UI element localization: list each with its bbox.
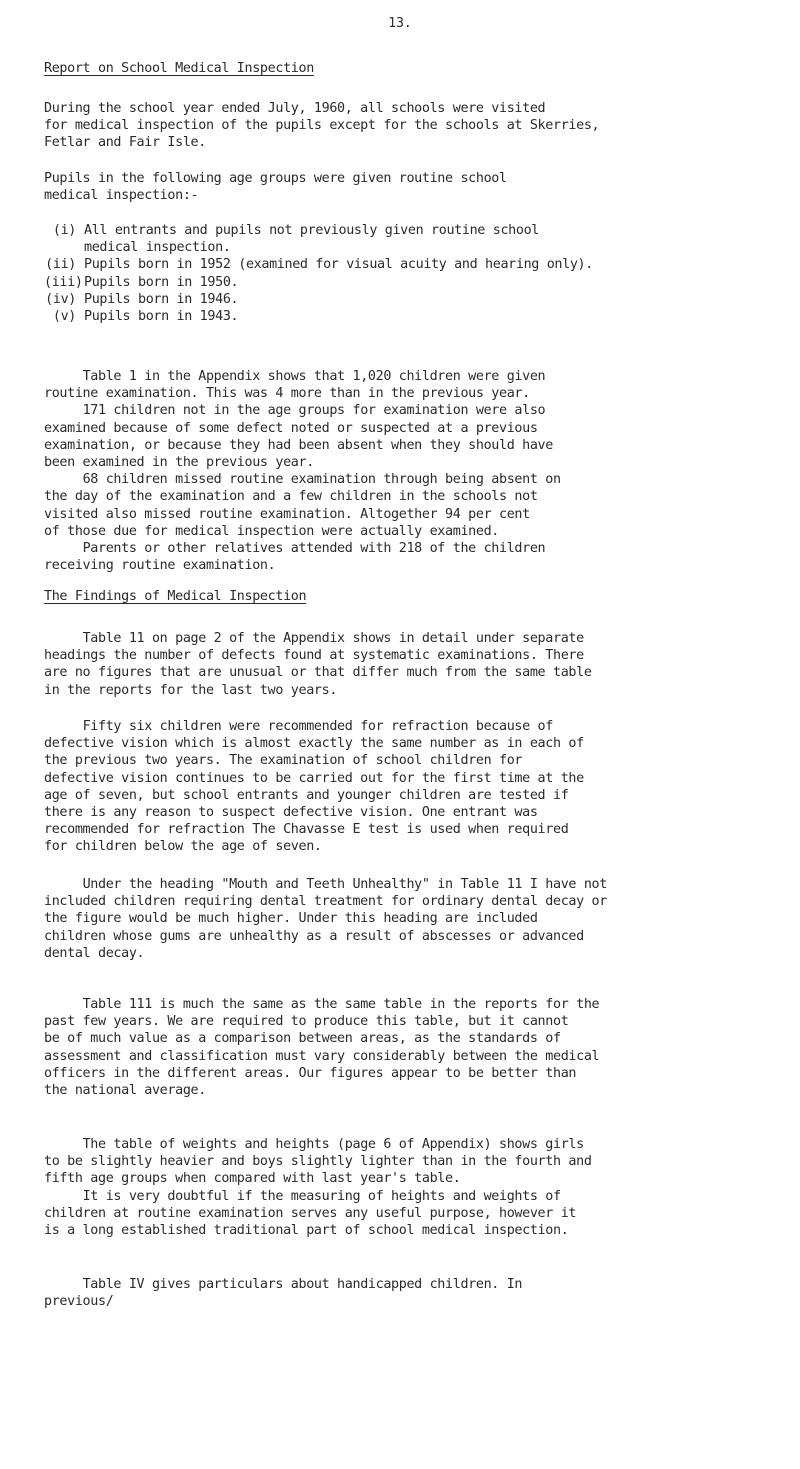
findings-paragraph: Table 11 on page 2 of the Appendix shows in detail under separate headings the number of defects found at systematic examinations. There are no figures that are unusual or that differ much from the same table in the reports for the last two years. [44, 631, 592, 698]
list-marker: (ii) [45, 257, 76, 273]
report-heading: Report on School Medical Inspection [44, 61, 314, 76]
table-three-paragraph: Table 111 is much the same as the same table in the reports for the past few years. We are required to produce this table, but it cannot be of much value as a comparison between areas, as the standards of assessment and classification must vary considerably between the medical officers in the different areas. Our figures appear to be better than the national average. [44, 997, 600, 1099]
list-marker: (i) [52, 223, 76, 238]
refraction-paragraph: Fifty six children were recommended for refraction because of defective vision which is almost exactly the same number as in each of the previous two years. The examination of school children for defective vision continues to be carried out for the first time at the age of seven, but school entrants and younger children are tested if there is any reason to suspect defective vision. One entrant was recommended for refraction The Chavasse E test is used when required for children below the age of seven. [44, 719, 584, 855]
table-four-paragraph: Table IV gives particulars about handicapped children. In previous/ [44, 1277, 523, 1310]
list-item [44, 256, 774, 273]
list-text: All entrants and pupils not previously given routine school medical inspection. [84, 223, 539, 256]
age-groups-paragraph: Pupils in the following age groups were given routine school medical inspection:- [44, 171, 507, 204]
list-text: Pupils born in 1946. [84, 291, 239, 307]
list-item [44, 291, 774, 308]
page-number: 13. [388, 16, 412, 31]
mouth-teeth-paragraph: Under the heading "Mouth and Teeth Unhealthy" in Table 11 I have not included children requiring dental treatment for ordinary dental decay or the figure would be much higher. Under this heading are included children whose gums are unhealthy as a result of abscesses or advanced dental decay. [44, 877, 607, 961]
list-item [44, 222, 774, 256]
table-one-paragraph: Table 1 in the Appendix shows that 1,020 children were given routine examination. This was 4 more than in the previous year. 171 children not in the age groups for examination were also examined because of some defect noted or suspected at a previous examination, or because they had been absent when they should have been examined in the previous year. 68 children missed routine examination through being absent on the day of the examination and a few children in the schools not visited also missed routine examination. Altogether 94 per cent of those due for medical inspection were actually examined. Parents or other relatives attended with 218 of the children receiving routine examination. [44, 369, 561, 574]
list-item [44, 274, 774, 291]
list-marker: (v) [52, 309, 76, 325]
list-marker: (iv) [45, 291, 76, 307]
weights-paragraph: The table of weights and heights (page 6 of Appendix) shows girls to be slightly heavier and boys slightly lighter than in the fourth and fifth age groups when compared with last year's table. It is very doubtful if the measuring of heights and weights of children at routine examination serves any useful purpose, however it is a long established traditional part of school medical inspection. [44, 1137, 592, 1239]
list-text: Pupils born in 1952 (examined for visual acuity and hearing only). [84, 257, 593, 273]
intro-paragraph: During the school year ended July, 1960, all schools were visited for medical inspection of the pupils except for the schools at Skerries, Fetlar and Fair Isle. [44, 101, 600, 151]
list-item [44, 308, 774, 325]
list-text: Pupils born in 1950. [84, 274, 239, 290]
age-groups-list [44, 222, 774, 325]
list-marker: (iii) [44, 274, 83, 290]
list-text: Pupils born in 1943. [84, 309, 239, 325]
findings-heading: The Findings of Medical Inspection [44, 589, 307, 604]
